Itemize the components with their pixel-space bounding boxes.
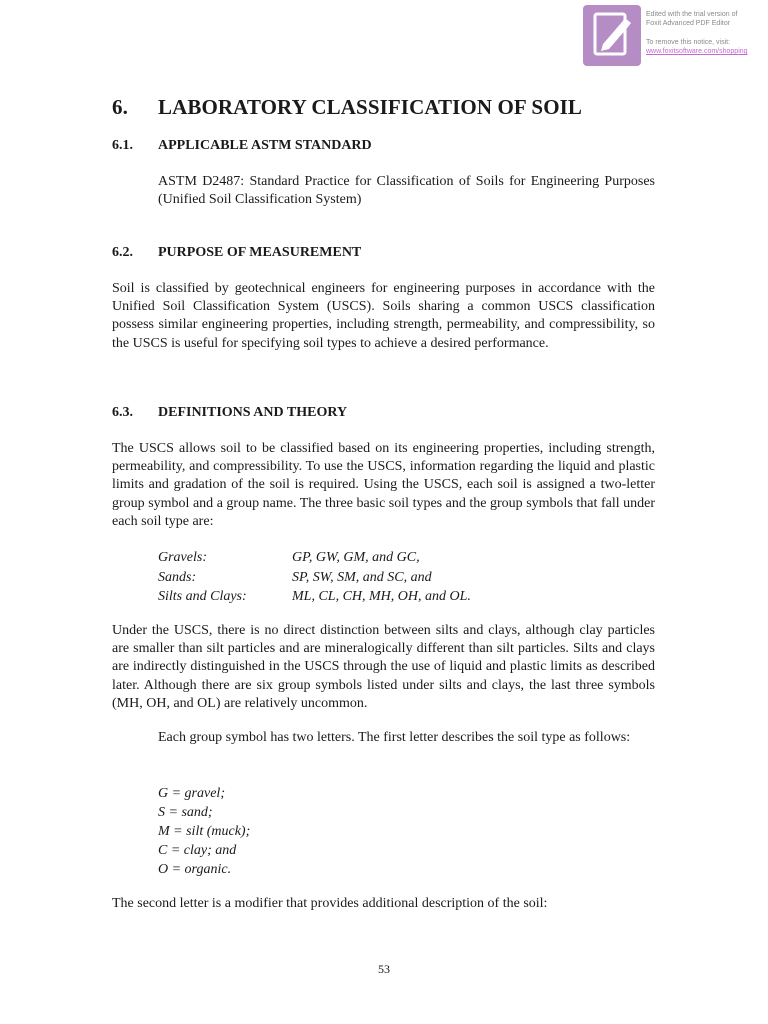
section-title: PURPOSE OF MEASUREMENT xyxy=(158,245,362,260)
soil-type-row xyxy=(158,568,471,588)
watermark-line-3: To remove this notice, visit: xyxy=(646,39,731,46)
section-number: 6.3. xyxy=(112,405,133,420)
soil-type-symbols-list: ML, CL, CH, MH, OH, and OL. xyxy=(292,589,471,604)
section-number: 6.1. xyxy=(112,138,133,153)
list-item: G = gravel; xyxy=(158,786,225,801)
soil-type-row xyxy=(158,548,471,568)
group-symbol-paragraph: Each group symbol has two letters. The first letter describes the soil type as follows: xyxy=(158,730,631,745)
section-title: APPLICABLE ASTM STANDARD xyxy=(158,138,372,153)
chapter-title: LABORATORY CLASSIFICATION OF SOIL xyxy=(158,95,583,119)
chapter-heading xyxy=(112,95,582,120)
watermark-line-1: Edited with the trial version of xyxy=(646,11,738,18)
soil-type-name: Silts and Clays: xyxy=(158,589,247,604)
section-heading-6-1 xyxy=(112,138,372,154)
section-title: DEFINITIONS AND THEORY xyxy=(158,405,348,420)
soil-type-row xyxy=(158,587,471,607)
pen-edit-icon xyxy=(583,5,641,66)
chapter-number: 6. xyxy=(112,95,128,119)
watermark-link[interactable]: www.foxitsoftware.com/shopping xyxy=(646,48,748,55)
list-item: S = sand; xyxy=(158,805,213,820)
soil-type-name: Gravels: xyxy=(158,550,207,565)
soil-type-symbols-list: GP, GW, GM, and GC, xyxy=(292,550,420,565)
section-heading-6-2 xyxy=(112,245,361,261)
trial-watermark xyxy=(583,5,763,69)
soil-type-name: Sands: xyxy=(158,569,197,585)
list-item: M = silt (muck); xyxy=(158,824,251,839)
uscs-intro-paragraph: The USCS allows soil to be classified based on its engineering properties, including strength, permeability, and compressibility. To use the USCS, information regarding the liquid and plastic limits and gradation of the soil is required. Using the USCS, each soil is assigned a two-letter group symbol and a group name. The three basic soil types and the group symbols that fall under each soil type are: xyxy=(112,441,655,529)
watermark-line-2: Foxit Advanced PDF Editor xyxy=(646,20,731,27)
purpose-paragraph: Soil is classified by geotechnical engineers for engineering purposes in accordance with the Unified Soil Classification System (USCS). Soils sharing a common USCS classification possess similar engineering properties, including strength, permeability, and compressibility, so the USCS is useful for specifying soil types to achieve a desired performance. xyxy=(112,281,655,351)
silts-clays-paragraph: Under the USCS, there is no direct distinction between silts and clays, although clay particles are smaller than silt particles and are mineralogically different than silt particles. Silts and clays are indirectly distinguished in the USCS through the use of liquid and plastic limits as described later. Although there are six group symbols listed under silts and clays, the last three symbols (MH, OH, and OL) are relatively uncommon. xyxy=(112,623,655,711)
first-letter-list xyxy=(158,784,250,879)
section-heading-6-3 xyxy=(112,405,347,421)
list-item: O = organic. xyxy=(158,862,232,877)
soil-type-symbols-list: SP, SW, SM, and SC, and xyxy=(292,569,432,585)
watermark-notice xyxy=(646,10,764,56)
astm-standard-paragraph: ASTM D2487: Standard Practice for Classification of Soils for Engineering Purposes (Unified Soil Classification System) xyxy=(158,174,655,208)
second-letter-paragraph: The second letter is a modifier that provides additional description of the soil: xyxy=(112,896,548,911)
list-item: C = clay; and xyxy=(158,843,237,858)
soil-type-symbols xyxy=(158,548,471,607)
section-number: 6.2. xyxy=(112,245,133,260)
page-number: 53 xyxy=(378,962,390,976)
